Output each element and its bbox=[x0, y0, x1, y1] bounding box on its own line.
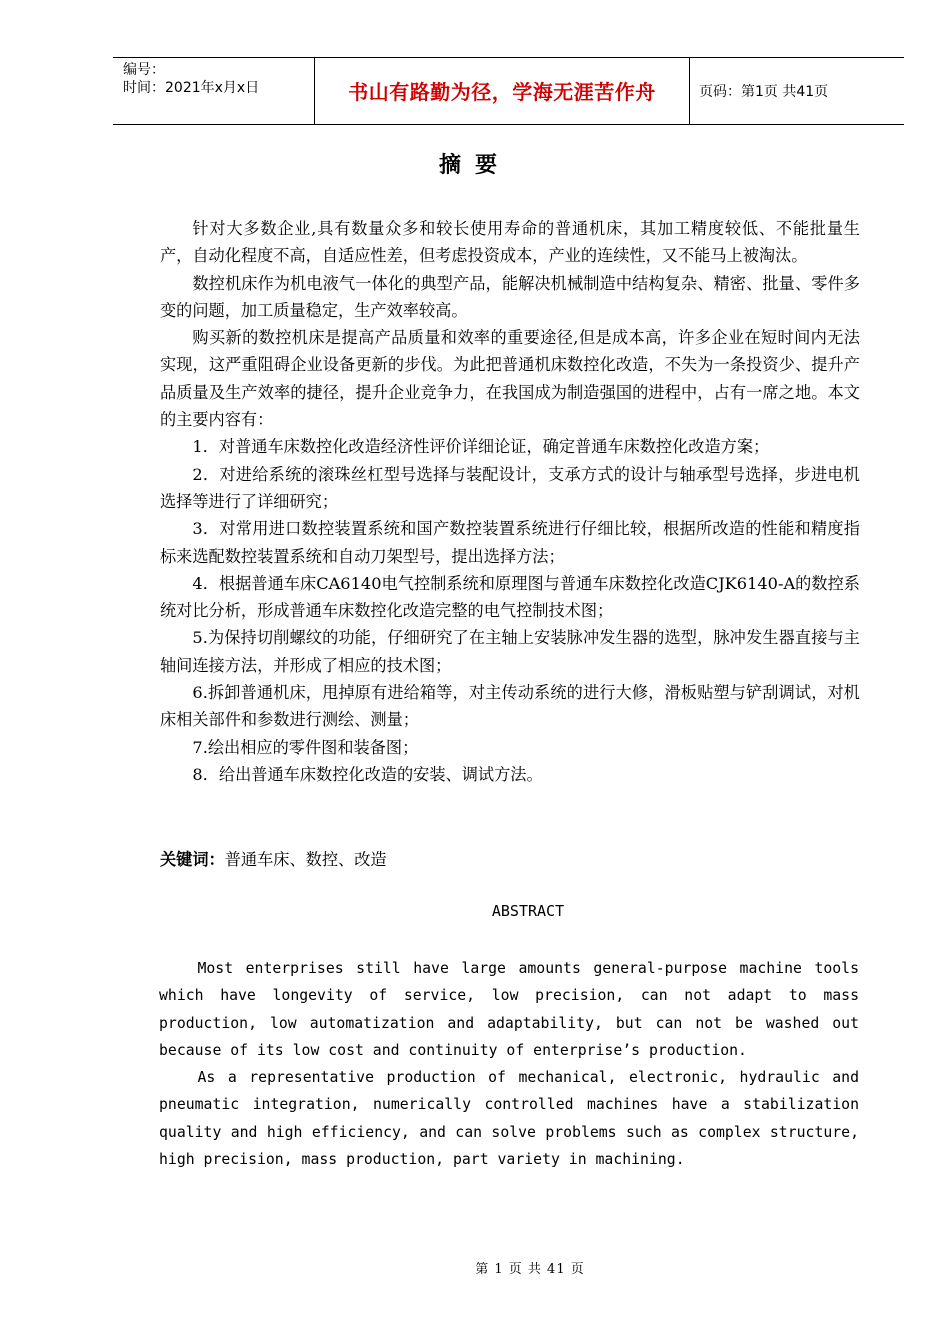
header-meta-cell bbox=[113, 58, 315, 124]
chinese-abstract-body bbox=[160, 215, 860, 788]
page-title: 摘要 bbox=[438, 153, 511, 178]
list-item: 7.绘出相应的零件图和装备图； bbox=[192, 737, 419, 757]
list-item: 5.为保持切削螺纹的功能，仔细研究了在主轴上安装脉冲发生器的选型，脉冲发生器直接与主轴间连接方法，并形成了相应的技术图； bbox=[160, 628, 860, 675]
abstract-title: ABSTRACT bbox=[491, 902, 565, 920]
header-page-info: 页码：第1页 共41页 bbox=[699, 84, 829, 100]
paragraph: 针对大多数企业,具有数量众多和较长使用寿命的普通机床，其加工精度较低、不能批量生产，自动化程度不高，自适应性差，但考虑投资成本，产业的连续性，又不能马上被淘汰。 bbox=[160, 219, 860, 266]
keywords-value: 普通车床、数控、改造 bbox=[224, 850, 387, 869]
paragraph: As a representative production of mechanical, electronic, hydraulic and pneumatic integration, numerically controlled machines have a stabilization quality and high efficiency, and can solve problems such as complex structure, high precision, mass production, part variety in machining. bbox=[159, 1069, 859, 1169]
list-item: 6.拆卸普通机床，甩掉原有进给箱等，对主传动系统的进行大修，滑板贴塑与铲刮调试，对机床相关部件和参数进行测绘、测量； bbox=[160, 683, 860, 730]
english-abstract-body bbox=[159, 955, 859, 1173]
list-item: 8．给出普通车床数控化改造的安装、调试方法。 bbox=[192, 764, 543, 784]
paragraph: 购买新的数控机床是提高产品质量和效率的重要途径,但是成本高，许多企业在短时间内无法实现，这严重阻碍企业设备更新的步伐。为此把普通机床数控化改造，不失为一条投资少、提升产品质量及生产效率的捷径，提升企业竞争力，在我国成为制造强国的进程中，占有一席之地。本文的主要内容有： bbox=[160, 328, 860, 430]
paragraph: Most enterprises still have large amounts general-purpose machine tools which have longevity of service, low precision, can not adapt to mass production, low automatization and adaptability, but can not be washed out because of its low cost and continuity of enterprise’s production. bbox=[159, 960, 859, 1059]
page-footer: 第 1 页 共 41 页 bbox=[475, 1262, 585, 1277]
document-time-label: 时间：2021年x月x日 bbox=[123, 80, 260, 96]
keywords-line bbox=[160, 846, 860, 873]
page-header bbox=[113, 57, 904, 125]
list-item: 4．根据普通车床CA6140电气控制系统和原理图与普通车床数控化改造CJK6140-A的数控系统对比分析，形成普通车床数控化改造完整的电气控制技术图； bbox=[160, 573, 860, 621]
list-item: 3．对常用进口数控装置系统和国产数控装置系统进行仔细比较，根据所改造的性能和精度指标来选配数控装置系统和自动刀架型号，提出选择方法； bbox=[160, 519, 860, 566]
list-item: 2．对进给系统的滚珠丝杠型号选择与装配设计，支承方式的设计与轴承型号选择，步进电机选择等进行了详细研究； bbox=[160, 464, 860, 511]
list-item: 1．对普通车床数控化改造经济性评价详细论证，确定普通车床数控化改造方案； bbox=[192, 437, 770, 457]
keywords-label: 关键词： bbox=[160, 850, 225, 869]
document-number-label: 编号： bbox=[123, 62, 165, 78]
header-motto: 书山有路勤为径，学海无涯苦作舟 bbox=[315, 58, 690, 124]
paragraph: 数控机床作为机电液气一体化的典型产品，能解决机械制造中结构复杂、精密、批量、零件多变的问题，加工质量稳定，生产效率较高。 bbox=[160, 273, 860, 320]
